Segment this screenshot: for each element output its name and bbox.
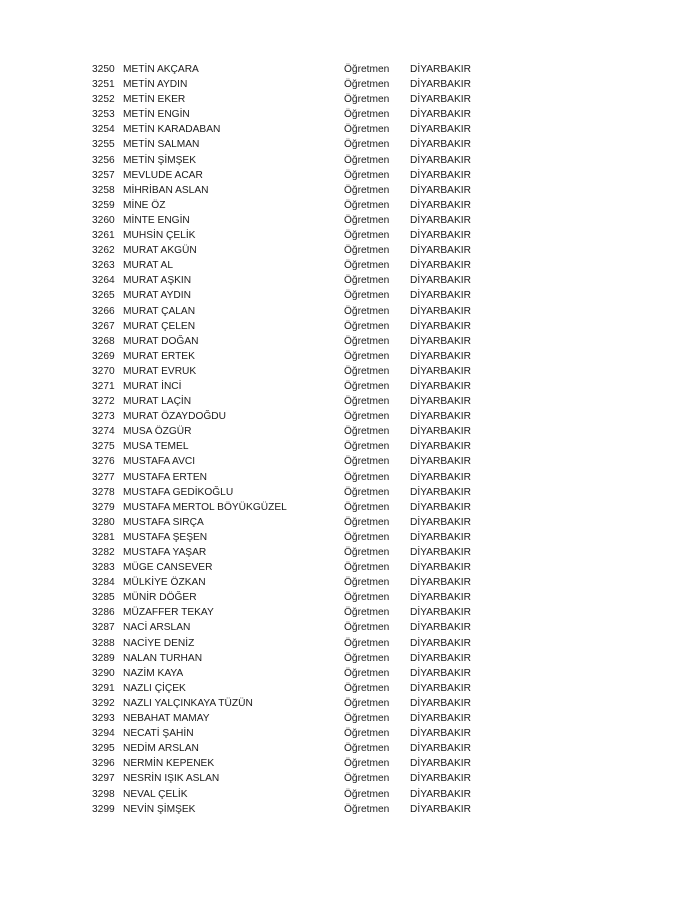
person-city: DİYARBAKIR [410, 728, 471, 740]
list-item [92, 620, 492, 635]
row-number: 3277 [92, 471, 115, 483]
row-number: 3263 [92, 260, 115, 272]
person-name: MÜNİR DÖĞER [123, 592, 197, 604]
list-item [92, 636, 492, 651]
list-item [92, 666, 492, 681]
person-city: DİYARBAKIR [410, 773, 471, 785]
person-city: DİYARBAKIR [410, 320, 471, 332]
person-city: DİYARBAKIR [410, 682, 471, 694]
person-name: NEBAHAT MAMAY [123, 713, 210, 725]
row-number: 3288 [92, 637, 115, 649]
person-name: METİN SALMAN [123, 139, 200, 151]
person-city: DİYARBAKIR [410, 245, 471, 257]
list-item [92, 651, 492, 666]
list-item [92, 500, 492, 515]
list-item [92, 741, 492, 756]
list-item [92, 454, 492, 469]
person-name: MUSTAFA ŞEŞEN [123, 531, 208, 543]
person-city: DİYARBAKIR [410, 803, 471, 815]
list-item [92, 168, 492, 183]
row-number: 3290 [92, 667, 115, 679]
list-item [92, 349, 492, 364]
person-title: Öğretmen [344, 199, 390, 211]
list-item [92, 681, 492, 696]
person-name: MURAT ÖZAYDOĞDU [123, 411, 227, 423]
person-title: Öğretmen [344, 79, 390, 91]
list-item [92, 590, 492, 605]
list-item [92, 304, 492, 319]
list-item [92, 409, 492, 424]
person-city: DİYARBAKIR [410, 396, 471, 408]
person-name: MURAT ERTEK [123, 350, 195, 362]
list-item [92, 560, 492, 575]
person-title: Öğretmen [344, 154, 390, 166]
person-city: DİYARBAKIR [410, 109, 471, 121]
row-number: 3262 [92, 245, 115, 257]
person-title: Öğretmen [344, 275, 390, 287]
person-title: Öğretmen [344, 230, 390, 242]
row-number: 3297 [92, 773, 115, 785]
person-name: NAZLI YALÇINKAYA TÜZÜN [123, 697, 253, 709]
person-name: NESRİN IŞIK ASLAN [123, 773, 220, 785]
row-number: 3271 [92, 380, 115, 392]
list-item [92, 228, 492, 243]
person-city: DİYARBAKIR [410, 411, 471, 423]
list-item [92, 122, 492, 137]
person-city: DİYARBAKIR [410, 592, 471, 604]
person-city: DİYARBAKIR [410, 758, 471, 770]
list-item [92, 802, 492, 817]
list-item [92, 711, 492, 726]
list-item [92, 273, 492, 288]
person-title: Öğretmen [344, 622, 390, 634]
person-title: Öğretmen [344, 803, 390, 815]
person-title: Öğretmen [344, 516, 390, 528]
row-number: 3269 [92, 350, 115, 362]
list-item [92, 77, 492, 92]
list-item [92, 153, 492, 168]
row-number: 3284 [92, 577, 115, 589]
person-name: MURAT LAÇİN [123, 396, 192, 408]
person-title: Öğretmen [344, 531, 390, 543]
person-title: Öğretmen [344, 426, 390, 438]
person-title: Öğretmen [344, 758, 390, 770]
person-city: DİYARBAKIR [410, 154, 471, 166]
list-item [92, 62, 492, 77]
list-item [92, 515, 492, 530]
person-title: Öğretmen [344, 124, 390, 136]
person-title: Öğretmen [344, 139, 390, 151]
person-name: MUSTAFA ERTEN [123, 471, 207, 483]
person-city: DİYARBAKIR [410, 290, 471, 302]
person-name: MÜLKİYE ÖZKAN [123, 577, 206, 589]
row-number: 3259 [92, 199, 115, 211]
person-name: MİHRİBAN ASLAN [123, 184, 209, 196]
list-item [92, 771, 492, 786]
person-city: DİYARBAKIR [410, 64, 471, 75]
person-name: METİN ŞİMŞEK [123, 154, 197, 166]
person-title: Öğretmen [344, 380, 390, 392]
person-city: DİYARBAKIR [410, 275, 471, 287]
person-name: MUSTAFA MERTOL BÖYÜKGÜZEL [123, 501, 287, 513]
person-title: Öğretmen [344, 214, 390, 226]
person-title: Öğretmen [344, 743, 390, 755]
list-item [92, 288, 492, 303]
person-city: DİYARBAKIR [410, 184, 471, 196]
list-item [92, 485, 492, 500]
person-title: Öğretmen [344, 441, 390, 453]
list-item [92, 545, 492, 560]
person-title: Öğretmen [344, 350, 390, 362]
row-number: 3258 [92, 184, 115, 196]
person-name: METİN EKER [123, 94, 186, 106]
person-title: Öğretmen [344, 94, 390, 106]
list-item [92, 575, 492, 590]
person-name: NAZLI ÇİÇEK [123, 682, 186, 694]
row-number: 3299 [92, 803, 115, 815]
row-number: 3254 [92, 124, 115, 136]
person-name: MURAT AYDIN [123, 290, 191, 302]
person-city: DİYARBAKIR [410, 169, 471, 181]
person-city: DİYARBAKIR [410, 305, 471, 317]
person-title: Öğretmen [344, 562, 390, 574]
list-item [92, 424, 492, 439]
person-name: MURAT ÇALAN [123, 305, 196, 317]
person-name: MÜGE CANSEVER [123, 562, 213, 574]
person-city: DİYARBAKIR [410, 335, 471, 347]
row-number: 3285 [92, 592, 115, 604]
person-title: Öğretmen [344, 305, 390, 317]
person-city: DİYARBAKIR [410, 652, 471, 664]
row-number: 3287 [92, 622, 115, 634]
person-name: MUSA TEMEL [123, 441, 189, 453]
person-city: DİYARBAKIR [410, 471, 471, 483]
person-city: DİYARBAKIR [410, 577, 471, 589]
list-item [92, 756, 492, 771]
person-city: DİYARBAKIR [410, 426, 471, 438]
row-number: 3260 [92, 214, 115, 226]
person-title: Öğretmen [344, 713, 390, 725]
row-number: 3250 [92, 64, 115, 75]
person-name: NALAN TURHAN [123, 652, 203, 664]
person-city: DİYARBAKIR [410, 667, 471, 679]
row-number: 3252 [92, 94, 115, 106]
list-item [92, 92, 492, 107]
row-number: 3286 [92, 607, 115, 619]
person-city: DİYARBAKIR [410, 697, 471, 709]
person-city: DİYARBAKIR [410, 516, 471, 528]
row-number: 3257 [92, 169, 115, 181]
person-name: MUHSİN ÇELİK [123, 230, 196, 242]
row-number: 3293 [92, 713, 115, 725]
person-title: Öğretmen [344, 411, 390, 423]
row-number: 3273 [92, 411, 115, 423]
person-name: MUSTAFA GEDİKOĞLU [123, 486, 234, 498]
person-city: DİYARBAKIR [410, 79, 471, 91]
row-number: 3289 [92, 652, 115, 664]
person-title: Öğretmen [344, 773, 390, 785]
person-title: Öğretmen [344, 245, 390, 257]
person-name: MURAT EVRUK [123, 365, 197, 377]
row-number: 3275 [92, 441, 115, 453]
person-name: NERMİN KEPENEK [123, 758, 215, 770]
row-number: 3283 [92, 562, 115, 574]
list-item [92, 470, 492, 485]
person-city: DİYARBAKIR [410, 562, 471, 574]
person-name: NEVİN ŞİMŞEK [123, 803, 196, 815]
person-name: MURAT ÇELEN [123, 320, 196, 332]
person-name: MURAT AŞKIN [123, 275, 192, 287]
row-number: 3267 [92, 320, 115, 332]
row-number: 3279 [92, 501, 115, 513]
person-name: NACİYE DENİZ [123, 637, 195, 649]
row-number: 3281 [92, 531, 115, 543]
person-city: DİYARBAKIR [410, 94, 471, 106]
person-city: DİYARBAKIR [410, 788, 471, 800]
person-title: Öğretmen [344, 697, 390, 709]
person-city: DİYARBAKIR [410, 350, 471, 362]
row-number: 3270 [92, 365, 115, 377]
row-number: 3253 [92, 109, 115, 121]
list-item [92, 137, 492, 152]
row-number: 3274 [92, 426, 115, 438]
row-number: 3268 [92, 335, 115, 347]
person-title: Öğretmen [344, 667, 390, 679]
row-number: 3278 [92, 486, 115, 498]
person-city: DİYARBAKIR [410, 260, 471, 272]
person-name: NACİ ARSLAN [123, 622, 191, 634]
list-item [92, 787, 492, 802]
row-number: 3265 [92, 290, 115, 302]
person-name: METİN AYDIN [123, 79, 188, 91]
person-name: MEVLUDE ACAR [123, 169, 203, 181]
person-name: MURAT İNCİ [123, 380, 182, 392]
row-number: 3272 [92, 396, 115, 408]
person-title: Öğretmen [344, 396, 390, 408]
person-title: Öğretmen [344, 486, 390, 498]
person-title: Öğretmen [344, 788, 390, 800]
person-name: MUSTAFA YAŞAR [123, 547, 207, 558]
person-city: DİYARBAKIR [410, 501, 471, 513]
person-name: METİN ENGİN [123, 109, 190, 121]
person-title: Öğretmen [344, 456, 390, 468]
person-name: METİN KARADABAN [123, 124, 221, 136]
person-name: METİN AKÇARA [123, 64, 199, 75]
person-city: DİYARBAKIR [410, 124, 471, 136]
person-name: MURAT AKGÜN [123, 245, 197, 257]
row-number: 3280 [92, 516, 115, 528]
person-title: Öğretmen [344, 335, 390, 347]
list-item [92, 107, 492, 122]
person-title: Öğretmen [344, 547, 390, 558]
row-number: 3291 [92, 682, 115, 694]
person-city: DİYARBAKIR [410, 486, 471, 498]
person-title: Öğretmen [344, 682, 390, 694]
list-item [92, 213, 492, 228]
person-city: DİYARBAKIR [410, 365, 471, 377]
person-city: DİYARBAKIR [410, 230, 471, 242]
person-name: MURAT AL [123, 260, 174, 272]
person-city: DİYARBAKIR [410, 607, 471, 619]
row-number: 3282 [92, 547, 115, 558]
person-city: DİYARBAKIR [410, 456, 471, 468]
list-item [92, 379, 492, 394]
person-city: DİYARBAKIR [410, 547, 471, 558]
person-city: DİYARBAKIR [410, 441, 471, 453]
row-number: 3251 [92, 79, 115, 91]
list-item [92, 439, 492, 454]
person-title: Öğretmen [344, 652, 390, 664]
person-title: Öğretmen [344, 260, 390, 272]
person-name: MİNTE ENGİN [123, 214, 190, 226]
person-name: MUSTAFA AVCI [123, 456, 196, 468]
list-item [92, 319, 492, 334]
person-city: DİYARBAKIR [410, 531, 471, 543]
row-number: 3296 [92, 758, 115, 770]
person-name: NECATİ ŞAHİN [123, 728, 194, 740]
person-title: Öğretmen [344, 169, 390, 181]
person-title: Öğretmen [344, 471, 390, 483]
row-number: 3295 [92, 743, 115, 755]
list-item [92, 258, 492, 273]
person-title: Öğretmen [344, 637, 390, 649]
row-number: 3276 [92, 456, 115, 468]
person-title: Öğretmen [344, 577, 390, 589]
person-title: Öğretmen [344, 592, 390, 604]
list-item [92, 364, 492, 379]
row-number: 3292 [92, 697, 115, 709]
person-city: DİYARBAKIR [410, 637, 471, 649]
person-title: Öğretmen [344, 501, 390, 513]
person-name: MİNE ÖZ [123, 199, 166, 211]
person-city: DİYARBAKIR [410, 380, 471, 392]
list-item [92, 726, 492, 741]
list-item [92, 605, 492, 620]
person-city: DİYARBAKIR [410, 214, 471, 226]
row-number: 3298 [92, 788, 115, 800]
person-name: MUSTAFA SIRÇA [123, 516, 204, 528]
list-item [92, 394, 492, 409]
person-city: DİYARBAKIR [410, 622, 471, 634]
person-city: DİYARBAKIR [410, 743, 471, 755]
person-title: Öğretmen [344, 320, 390, 332]
row-number: 3264 [92, 275, 115, 287]
person-title: Öğretmen [344, 607, 390, 619]
person-city: DİYARBAKIR [410, 139, 471, 151]
person-name: MURAT DOĞAN [123, 335, 199, 347]
list-item [92, 334, 492, 349]
row-number: 3255 [92, 139, 115, 151]
teacher-list [92, 62, 492, 817]
person-name: NAZİM KAYA [123, 667, 184, 679]
row-number: 3261 [92, 230, 115, 242]
person-name: MÜZAFFER TEKAY [123, 607, 214, 619]
person-title: Öğretmen [344, 64, 390, 75]
person-city: DİYARBAKIR [410, 199, 471, 211]
list-item [92, 198, 492, 213]
person-name: NEDİM ARSLAN [123, 743, 199, 755]
list-item [92, 243, 492, 258]
person-title: Öğretmen [344, 184, 390, 196]
row-number: 3294 [92, 728, 115, 740]
list-item [92, 183, 492, 198]
person-title: Öğretmen [344, 728, 390, 740]
list-item [92, 696, 492, 711]
row-number: 3256 [92, 154, 115, 166]
person-title: Öğretmen [344, 290, 390, 302]
person-city: DİYARBAKIR [410, 713, 471, 725]
row-number: 3266 [92, 305, 115, 317]
person-title: Öğretmen [344, 109, 390, 121]
person-title: Öğretmen [344, 365, 390, 377]
list-item [92, 530, 492, 545]
person-name: MUSA ÖZGÜR [123, 426, 192, 438]
person-name: NEVAL ÇELİK [123, 788, 188, 800]
